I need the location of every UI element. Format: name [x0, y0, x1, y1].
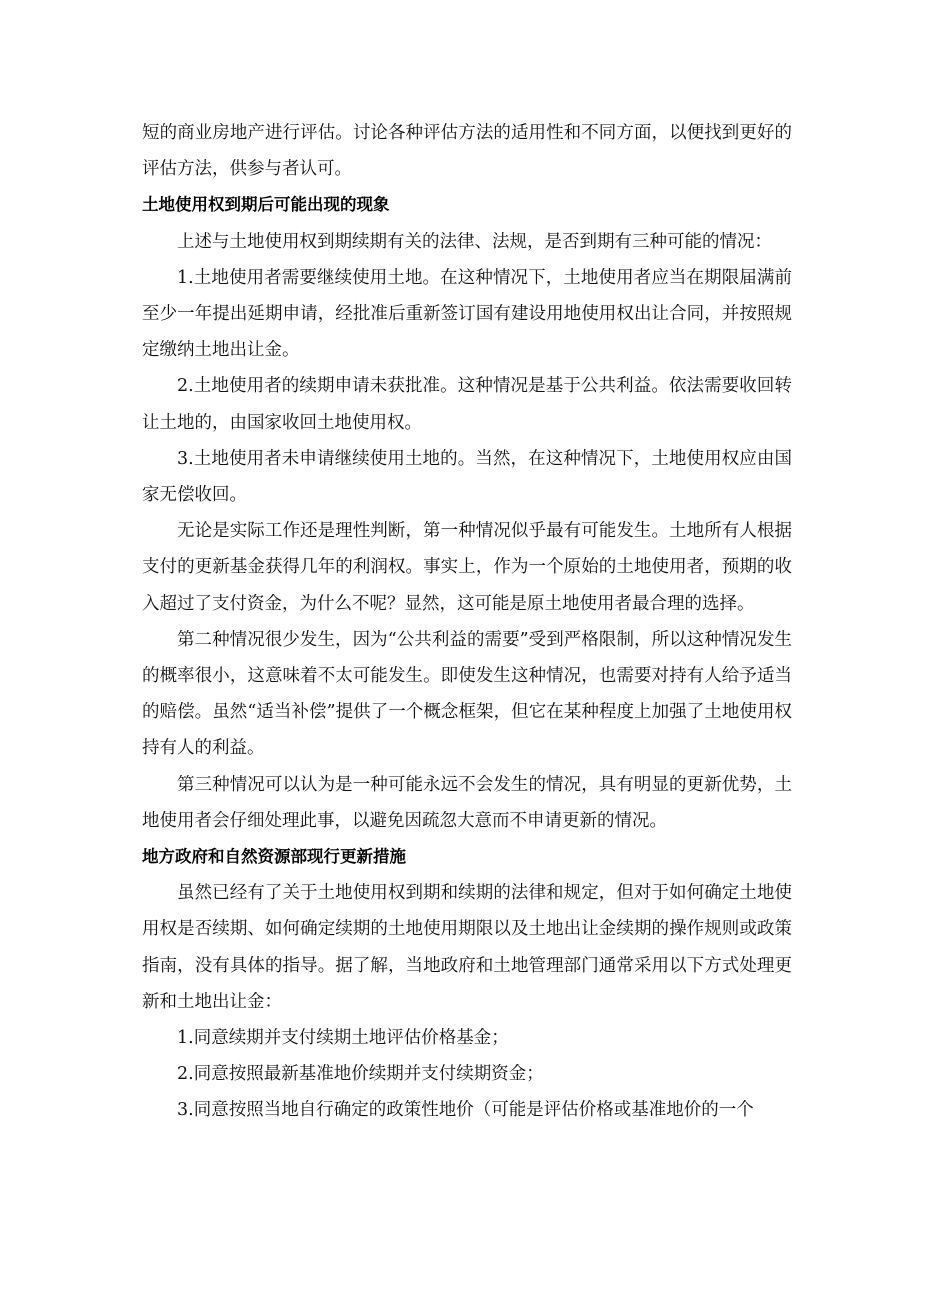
- paragraph-measure-1: 1.同意续期并支付续期土地评估价格基金；: [177, 1028, 509, 1049]
- paragraph-intro: 短的商业房地产进行评估。讨论各种评估方法的适用性和不同方面，以便找到更好的评估方法，供参与者认可。: [142, 123, 792, 180]
- paragraph-case-2: 2.土地使用者的续期申请未获批准。这种情况是基于公共利益。依法需要收回转让土地的，由国家收回土地使用权。: [142, 376, 792, 433]
- paragraph-renewal-intro: 虽然已经有了关于土地使用权到期和续期的法律和规定，但对于如何确定土地使用权是否续期、如何确定续期的土地使用期限以及土地出让金续期的操作规则或政策指南，没有具体的指导。据了解，当地政府和土地管理部门通常采用以下方式处理更新和土地出让金：: [142, 883, 792, 1012]
- document-body: [142, 115, 792, 1129]
- paragraph-measure-2: 2.同意按照最新基准地价续期并支付续期资金；: [177, 1064, 544, 1085]
- paragraph-analysis-second: 第二种情况很少发生，因为“公共利益的需要”受到严格限制，所以这种情况发生的概率很小，这意味着不太可能发生。即使发生这种情况，也需要对持有人给予适当的赔偿。虽然“适当补偿”提供了一个概念框架，但它在某种程度上加强了土地使用权持有人的利益。: [142, 629, 792, 759]
- section-heading-expiry-phenomena: 土地使用权到期后可能出现的现象: [142, 195, 390, 215]
- section-heading-renewal-measures: 地方政府和自然资源部现行更新措施: [142, 847, 406, 867]
- paragraph-measure-3: 3.同意按照当地自行确定的政策性地价（可能是评估价格或基准地价的一个: [177, 1100, 754, 1121]
- paragraph-analysis-third: 第三种情况可以认为是一种可能永远不会发生的情况，具有明显的更新优势，土地使用者会仔细处理此事，以避免因疏忽大意而不申请更新的情况。: [142, 774, 792, 831]
- paragraph-case-1: 1.土地使用者需要继续使用土地。在这种情况下，土地使用者应当在期限届满前至少一年提出延期申请，经批准后重新签订国有建设用地使用权出让合同，并按照规定缴纳土地出让金。: [142, 267, 792, 361]
- paragraph-three-cases: 上述与土地使用权到期续期有关的法律、法规，是否到期有三种可能的情况：: [177, 231, 772, 252]
- paragraph-case-3: 3.土地使用者未申请继续使用土地的。当然，在这种情况下，土地使用权应由国家无偿收回。: [142, 448, 792, 506]
- paragraph-analysis-first: 无论是实际工作还是理性判断，第一种情况似乎最有可能发生。土地所有人根据支付的更新基金获得几年的利润权。事实上，作为一个原始的土地使用者，预期的收入超过了支付资金，为什么不呢？显然，这可能是原土地使用者最合理的选择。: [142, 521, 792, 614]
